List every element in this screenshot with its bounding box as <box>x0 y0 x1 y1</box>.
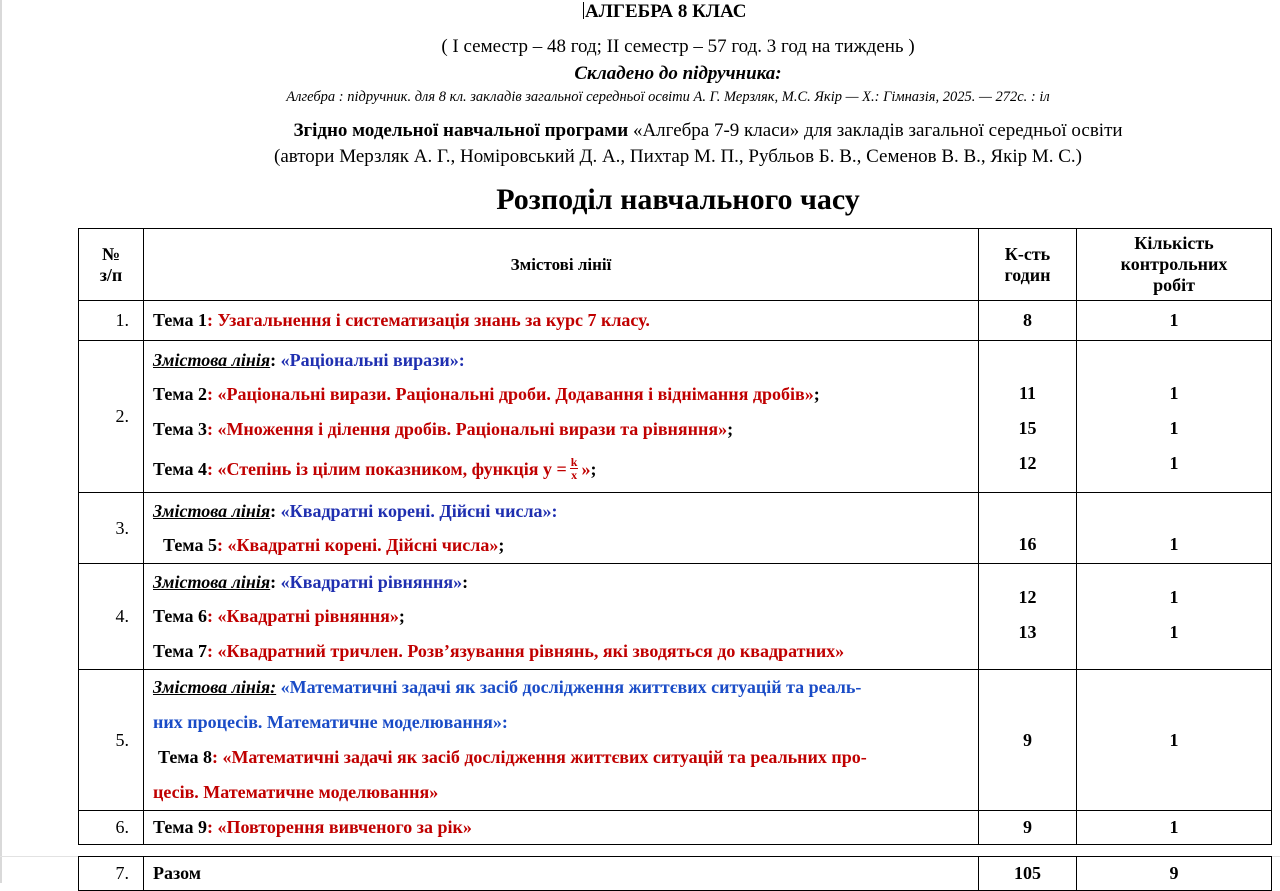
tests-value: 1 <box>1169 453 1179 473</box>
row-number: 1. <box>79 301 144 341</box>
total-row <box>79 857 1272 891</box>
topic-line: Тема 2: «Раціональні вирази. Раціональні дроби. Додавання і віднімання дробів»; <box>153 383 820 404</box>
tests-value: 1 <box>1169 586 1179 607</box>
hours-value: 15 <box>1018 418 1037 438</box>
content-line-heading: Змістова лінія: «Раціональні вирази»: <box>153 349 465 370</box>
topic-text: : «Математичні задачі як засіб дослідження життєвих ситуацій та реальних про- <box>211 747 867 767</box>
hours-value: 12 <box>1018 453 1037 473</box>
total-table <box>78 856 1272 891</box>
topic-line: Тема 6: «Квадратні рівняння»; <box>153 605 405 626</box>
table-row <box>79 564 1272 670</box>
row-hours: 8 <box>979 301 1077 341</box>
program-line <box>68 120 1280 142</box>
topic-label: Тема 7 <box>153 640 207 661</box>
topic-label: Тема 1 <box>153 310 207 330</box>
content-line-title: «Квадратні рівняння» <box>280 571 463 592</box>
content-line-heading-cont <box>153 705 978 740</box>
table-row <box>79 301 1272 341</box>
row-number: 4. <box>79 564 144 670</box>
topic-line: Тема 5: «Квадратні корені. Дійсні числа»; <box>163 534 505 555</box>
topic-text-cont: цесів. Математичне моделювання» <box>153 782 439 802</box>
text-cursor <box>583 2 584 19</box>
table-row <box>79 670 1272 811</box>
row-content <box>144 670 979 811</box>
total-hours: 105 <box>979 857 1077 891</box>
row-content <box>144 301 979 341</box>
tests-value: 1 <box>1169 383 1179 403</box>
col-hours-line1: К-сть <box>1004 243 1051 264</box>
topic-text: : Узагальнення і систематизація знань за курс 7 класу. <box>206 310 650 330</box>
topic-label: Тема 3 <box>153 418 207 439</box>
row-hours: 9 <box>979 670 1077 811</box>
topic-line: Тема 3: «Множення і ділення дробів. Раціональні вирази та рівняння»; <box>153 418 734 439</box>
content-line-title: «Квадратні корені. Дійсні числа»: <box>280 500 558 521</box>
content-line-heading: Змістова лінія: «Математичні задачі як засіб дослідження життєвих ситуацій та реаль- <box>153 677 862 697</box>
topic-label: Тема 5 <box>163 534 217 555</box>
topic-label: Тема 4 <box>153 458 207 479</box>
row-hours: 16 <box>979 493 1077 564</box>
section-heading: Розподіл навчального часу <box>496 183 860 216</box>
topic-label: Тема 2 <box>153 383 207 404</box>
topic-line <box>153 634 978 669</box>
topic-text: : «Степінь із цілим показником, функція y = <box>206 458 567 479</box>
row-content <box>144 811 979 845</box>
content-line-label: Змістова лінія <box>153 349 271 370</box>
content-line-title: «Раціональні вирази»: <box>280 349 465 370</box>
row-tests <box>1077 564 1272 670</box>
topic-text: : «Повторення вивченого за рік» <box>206 817 472 837</box>
hours-value: 12 <box>1018 586 1037 607</box>
row-number: 6. <box>79 811 144 845</box>
page-left-border <box>0 0 2 883</box>
col-hours-line2: годин <box>1004 264 1051 285</box>
tests-value: 1 <box>1169 418 1179 438</box>
program-bold: Згідно модельної навчальної програми <box>293 120 629 141</box>
row-tests <box>1077 341 1272 493</box>
semester-line: ( І семестр – 48 год; ІІ семестр – 57 год. 3 год на тиждень ) <box>441 36 915 57</box>
row-tests: 1 <box>1077 301 1272 341</box>
table-header-row <box>79 229 1272 301</box>
content-line-heading: Змістова лінія: «Квадратні корені. Дійсні числа»: <box>153 500 558 521</box>
row-content <box>144 341 979 493</box>
total-tests: 9 <box>1077 857 1272 891</box>
topic-label: Тема 8 <box>158 747 212 767</box>
total-number: 7. <box>79 857 144 891</box>
topic-line: Тема 4: «Степінь із цілим показником, функція y = $\frac{k}{x}$ »; <box>153 454 597 482</box>
content-line-label: Змістова лінія <box>153 677 271 697</box>
col-header-tests <box>1077 229 1272 301</box>
row-tests: 1 <box>1077 811 1272 845</box>
col-tests-line1: Кількість <box>1134 233 1214 253</box>
topic-line-cont <box>153 775 978 810</box>
fraction-numerator: k <box>570 454 578 469</box>
time-distribution-table <box>78 228 1272 845</box>
row-tests: 1 <box>1077 493 1272 564</box>
program-rest: «Алгебра 7-9 класи» для закладів загальної середньої освіти <box>628 120 1123 141</box>
topic-text: : «Множення і ділення дробів. Раціональні вирази та рівняння» <box>206 418 728 439</box>
table-row <box>79 493 1272 564</box>
topic-text: : «Квадратні рівняння» <box>206 605 399 626</box>
row-content <box>144 564 979 670</box>
content-line-label: Змістова лінія <box>153 571 271 592</box>
fraction-k-over-x <box>570 456 579 481</box>
content-line-heading: Змістова лінія: «Квадратні рівняння»: <box>153 571 469 592</box>
content-line-title-cont: них процесів. Математичне моделювання»: <box>153 712 508 732</box>
col-header-lines: Змістові лінії <box>144 229 979 301</box>
row-hours <box>979 564 1077 670</box>
title-text: АЛГЕБРА 8 КЛАС <box>585 1 747 22</box>
col-header-number <box>79 229 144 301</box>
content-line-title: «Математичні задачі як засіб дослідження життєвих ситуацій та реаль- <box>280 677 862 697</box>
col-number-line2: з/п <box>99 264 123 285</box>
hours-value: 11 <box>1018 383 1036 403</box>
tests-value: 1 <box>1169 621 1179 642</box>
topic-text: : «Раціональні вирази. Раціональні дроби. Додавання і віднімання дробів» <box>206 383 814 404</box>
topic-text: : «Квадратний тричлен. Розв’язування рівнянь, які зводяться до квадратних» <box>206 640 845 661</box>
textbook-reference: Алгебра : підручник. для 8 кл. закладів загальної середньої освіти А. Г. Мерзляк, М.С. Якір — Х.: Гімназія, 2025. — 272с. : іл <box>286 89 1050 105</box>
authors-line: (автори Мерзляк А. Г., Номіровський Д. А., Пихтар М. П., Рубльов Б. В., Семенов В. В., Якір М. С.) <box>274 146 1082 167</box>
topic-label: Тема 6 <box>153 605 207 626</box>
topic-text: : «Квадратні корені. Дійсні числа» <box>216 534 499 555</box>
row-number: 3. <box>79 493 144 564</box>
col-tests-line2: контрольних <box>1120 254 1228 274</box>
topic-label: Тема 9 <box>153 817 207 837</box>
table-row <box>79 811 1272 845</box>
composed-line: Складено до підручника: <box>574 63 782 84</box>
row-number: 5. <box>79 670 144 811</box>
topic-text-end: » <box>581 458 591 479</box>
row-number: 2. <box>79 341 144 493</box>
row-tests: 1 <box>1077 670 1272 811</box>
topic-line <box>153 740 978 775</box>
col-tests-line3: робіт <box>1153 275 1195 295</box>
col-header-hours <box>979 229 1077 301</box>
content-line-label: Змістова лінія <box>153 500 271 521</box>
table-row <box>79 341 1272 493</box>
fraction-denominator: x <box>571 467 578 482</box>
row-content <box>144 493 979 564</box>
row-hours <box>979 341 1077 493</box>
row-hours: 9 <box>979 811 1077 845</box>
total-label: Разом <box>144 857 979 891</box>
hours-value: 13 <box>1018 621 1037 642</box>
col-number-line1: № <box>101 243 121 264</box>
